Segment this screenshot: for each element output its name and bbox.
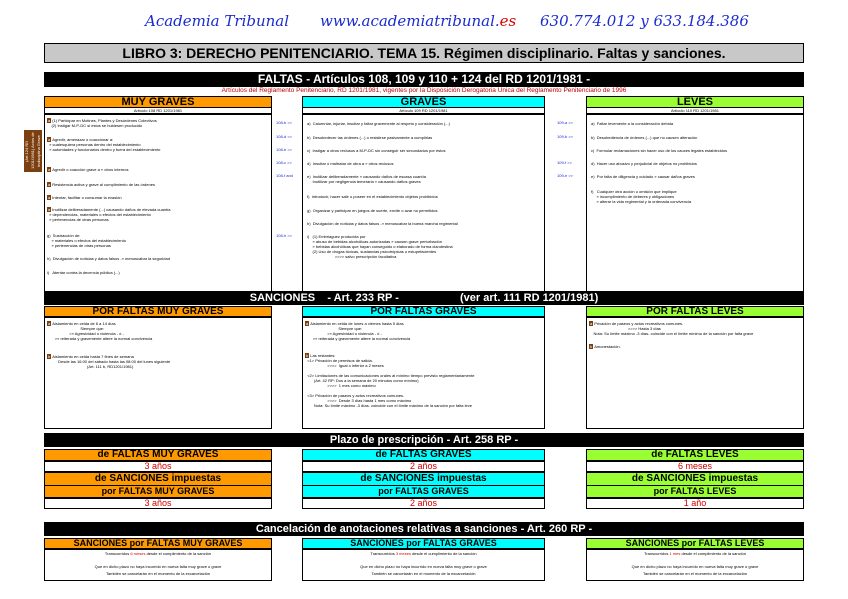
side-label: (Art 124 RD 1201/1981) Actos de Indisciplina Grave bbox=[24, 130, 42, 172]
muy-graves-article: Artículo 108 RD 1201/1981 bbox=[44, 108, 272, 114]
sanc-leves-box bbox=[586, 317, 804, 429]
cancel-prefix: Transcurridos bbox=[644, 551, 670, 556]
faltas-subtitle: Artículos del Reglamento Penitenciario, RD 1201/1981, vigentes por la Disposición Derogatoria Única del Reglamento Penitenciario de 1996 bbox=[221, 87, 627, 94]
mg-item-text: i) Atentar contra la decencia pública (...) bbox=[47, 270, 120, 275]
page-title: LIBRO 3: DERECHO PENITENCIARIO. TEMA 15. Régimen disciplinario. Faltas y sanciones. bbox=[44, 43, 804, 63]
sancion-item bbox=[47, 354, 170, 369]
graves-item: c) Instigar a otros reclusos a M-P-DC sin conseguir ser secundados por éstos bbox=[307, 148, 446, 153]
leves-header: LEVES bbox=[586, 96, 804, 108]
leves-ref: 109-b >> bbox=[557, 134, 574, 139]
leves-item: e) Por falta de diligencia y cuidado » causar daños graves bbox=[591, 174, 695, 179]
leves-ref: 109-a >> bbox=[557, 120, 574, 125]
cancel-header: SANCIONES por FALTAS LEVES bbox=[586, 538, 804, 549]
graves-item: e) Inutilizar deliberadamente » causando daños de escasa cuantía Inutilizar por negligencia temeraria » causando daños graves bbox=[307, 174, 426, 184]
cancel-duration: 6 meses bbox=[130, 551, 146, 556]
leves-article: Artículo 110 RD 1201/1981 bbox=[586, 108, 804, 114]
mg-item bbox=[47, 167, 129, 172]
sanc-graves-header: POR FALTAS GRAVES bbox=[302, 306, 545, 317]
plazo-falta-header: de FALTAS GRAVES bbox=[302, 449, 545, 461]
mg-badge: a bbox=[48, 167, 51, 172]
mg-item-text: Agredir o coacción grave a » otros internos bbox=[52, 167, 129, 172]
cancel-box bbox=[302, 549, 545, 581]
mg-item bbox=[47, 182, 155, 187]
plazo-sancion-value: 2 años bbox=[302, 498, 545, 509]
mg-item bbox=[47, 137, 160, 152]
graves-ref: 108-b >> bbox=[276, 147, 293, 152]
cancel-suffix: desde el cumplimiento de la sanción bbox=[410, 551, 477, 556]
graves-article: Artículo 109 RD 1201/1981 bbox=[302, 108, 545, 114]
cancel-duration: 3 meses bbox=[395, 551, 411, 556]
plazo-sancion-value: 1 año bbox=[586, 498, 804, 509]
cancel-line3: También se cancelarán en el momento de la excarcelación bbox=[371, 571, 476, 576]
sancion-badge: a bbox=[590, 321, 593, 326]
mg-item-text: Agredir, amenazar o coaccionar a: » cualesquiera personas dentro del establecimiento » autoridades y funcionarios dentro y fuera del establecimiento bbox=[49, 137, 161, 152]
mg-item-text: (1) Participar en Motines, Plantes y Desórdenes Colectivos (2) Instigar M-P-DC si estos se hubiesen producido bbox=[51, 118, 157, 128]
cancel-line3: También se cancelarán en el momento de la excarcelación bbox=[105, 571, 211, 576]
leves-item: a) Faltar levemente a la consideración debida bbox=[591, 121, 674, 126]
plazo-sancion-sub: por FALTAS GRAVES bbox=[302, 486, 545, 498]
graves-ref: 108-c >> bbox=[276, 160, 292, 165]
mg-badge: a bbox=[48, 118, 51, 123]
mg-item bbox=[47, 118, 157, 128]
sanciones-bar: SANCIONES - Art. 233 RP - (ver art. 111 RD 1201/1981) bbox=[44, 291, 804, 305]
sanc-graves-box bbox=[302, 317, 545, 429]
mg-item-text: g) Sustracción de: » materiales o efectos del establecimiento » pertenencias de otras personas bbox=[47, 233, 126, 248]
phone-numbers: 630.774.012 y 633.184.386 bbox=[540, 12, 749, 30]
graves-item: h) Divulgación de noticias y datos falsos -» menoscabar la buena marcha regimental bbox=[307, 221, 458, 226]
sancion-badge: b bbox=[590, 344, 593, 349]
mg-badge: a bbox=[48, 182, 51, 187]
cancel-bar: Cancelación de anotaciones relativas a sanciones - Art. 260 RP - bbox=[44, 522, 804, 536]
graves-ref: 108-b >> bbox=[276, 120, 293, 125]
sancion-badge: b bbox=[48, 354, 51, 359]
muy-graves-list bbox=[44, 114, 272, 298]
mg-badge: a bbox=[48, 195, 51, 200]
mg-item-text: Resistencia activa y grave al cumplimiento de las órdenes bbox=[52, 182, 155, 187]
leves-item: d) Hacer uso abusivo y perjudicial de objetos no prohibidos bbox=[591, 161, 697, 166]
mg-item bbox=[47, 233, 126, 248]
mg-item-text: Inutilizar deliberadamente (...) causando daños de elevada cuantía » dependencias, materiales o efectos del establecimiento » pertenencias de otras personas bbox=[49, 207, 171, 222]
plazo-sancion-value: 3 años bbox=[44, 498, 272, 509]
mg-item bbox=[47, 270, 120, 275]
sancion-item bbox=[589, 344, 621, 349]
graves-ref: 108-d >> bbox=[276, 134, 293, 139]
mg-item bbox=[47, 207, 171, 222]
sancion-badge: b bbox=[306, 353, 309, 358]
sancion-badge: a bbox=[306, 321, 309, 326]
sancion-item bbox=[305, 321, 410, 341]
plazo-falta-value: 3 años bbox=[44, 461, 272, 472]
leves-ref: 109-e >> bbox=[557, 173, 574, 178]
sancion-item bbox=[589, 321, 753, 336]
plazo-sancion-sub: por FALTAS LEVES bbox=[586, 486, 804, 498]
sanc-muy-graves-box bbox=[44, 317, 272, 429]
graves-ref: 108-h >> bbox=[276, 233, 293, 238]
plazo-falta-header: de FALTAS MUY GRAVES bbox=[44, 449, 272, 461]
cancel-box bbox=[586, 549, 804, 581]
cancel-line3: También se cancelarán en el momento de la excarcelación bbox=[642, 571, 748, 576]
graves-item: d) Insultar o maltratar de obra a » otros reclusos bbox=[307, 161, 394, 166]
academy-name: Academia Tribunal bbox=[145, 12, 290, 30]
muy-graves-header: MUY GRAVES bbox=[44, 96, 272, 108]
graves-item: b) Desobedecer las órdenes (...) o resistirse pasivamente a cumplirlas bbox=[307, 135, 433, 140]
graves-list bbox=[302, 114, 545, 298]
cancel-line2: Que en dicho plazo no haya incurrido en nueva falta muy grave o grave bbox=[631, 564, 759, 569]
sancion-text: Las restantes: <1> Privación de permisos de salida. >>>> Igual o inferior a 2 meses <2> Limitaciones de las comunicaciones orales al mínimo tiempo previsto reglamentariamente (Art. 42 RP: Dos a la semana de 20 minutos como mínimo) >>>> 1 mes como máximo <3> Privación de paseos y actos recreativos comunes. >>>> Desde 3 días hasta 1 mes como máximo Nota: Su límite máximo -3 días- coincide con el límite máximo de la sanción por falta leve bbox=[307, 353, 475, 408]
plazo-sancion-header: de SANCIONES impuestas bbox=[44, 472, 272, 486]
leves-ref: 109-f >> bbox=[557, 160, 572, 165]
cancel-header: SANCIONES por FALTAS GRAVES bbox=[302, 538, 545, 549]
sancion-text: Aislamiento en celda hasta 7 fines de semana Desde las 16:00 del sábado hasta las 08:00 del lunes siguiente (Art. 111 b, RD1201/1981) bbox=[52, 354, 171, 369]
plazo-falta-value: 2 años bbox=[302, 461, 545, 472]
website-link[interactable] bbox=[320, 12, 516, 30]
cancel-line2: Que en dicho plazo no haya incurrido en nueva falta muy grave o grave bbox=[94, 564, 222, 569]
sancion-text: Aislamiento en celda de lunes a viernes hasta 5 días Siempre que: >» Agresividad o violencia - ó - >» reiterada y gravemente altere la normal convivencia bbox=[310, 321, 411, 341]
cancel-prefix: Transcurridos bbox=[370, 551, 396, 556]
faltas-bar: FALTAS - Artículos 108, 109 y 110 + 124 del RD 1201/1981 - bbox=[44, 72, 804, 87]
sanc-leves-header: POR FALTAS LEVES bbox=[586, 306, 804, 317]
leves-item: b) Desobediencia de órdenes (...) que no causen alteración bbox=[591, 135, 698, 140]
sancion-item bbox=[305, 353, 474, 408]
mg-item-text: h) Divulgación de noticias y datos falsos -» menoscabar la seguridad bbox=[47, 256, 170, 261]
plazo-falta-value: 6 meses bbox=[586, 461, 804, 472]
cancel-line2: Que en dicho plazo no haya incurrido en nueva falta muy grave o grave bbox=[360, 564, 487, 569]
cancel-suffix: desde el cumplimiento de la sanción bbox=[680, 551, 746, 556]
cancel-line1 bbox=[587, 551, 803, 557]
cancel-duration: 1 mes bbox=[669, 551, 681, 556]
plazo-falta-header: de FALTAS LEVES bbox=[586, 449, 804, 461]
mg-badge: a bbox=[48, 207, 51, 212]
sanc-muy-graves-header: POR FALTAS MUY GRAVES bbox=[44, 306, 272, 317]
cancel-prefix: Transcurridos bbox=[104, 551, 131, 556]
leves-item: f) Cualquier otra acción u omisión que implique » incumplimiento de deberes y obligaciones » alterar la vida regimental y la ordenada convivencia bbox=[591, 189, 692, 204]
cancel-header: SANCIONES por FALTAS MUY GRAVES bbox=[44, 538, 272, 549]
mg-badge: a bbox=[48, 137, 51, 142]
website-tld: es bbox=[499, 12, 517, 30]
cancel-box bbox=[44, 549, 272, 581]
mg-item bbox=[47, 195, 122, 200]
cancel-line1 bbox=[45, 551, 271, 557]
sancion-item bbox=[47, 321, 152, 341]
mg-item bbox=[47, 256, 170, 261]
plazo-sancion-header: de SANCIONES impuestas bbox=[302, 472, 545, 486]
leves-item: c) Formular reclamaciones sin hacer uso de los cauces legales establecidos bbox=[591, 148, 728, 153]
mg-item-text: Intentar, facilitar o consumar la evasión bbox=[52, 195, 122, 200]
cancel-line1 bbox=[303, 551, 544, 557]
plazo-bar: Plazo de prescripción - Art. 258 RP - bbox=[44, 433, 804, 447]
graves-item: a) Calumniar, injuriar, insultar y faltar gravemente al respeto y consideración (...) bbox=[307, 121, 450, 126]
sancion-text: Aislamiento en celda de 6 a 14 días Siempre que: >» Agresividad o violencia - ó - >» reiterada y gravemente altere la normal convivencia bbox=[52, 321, 153, 341]
graves-item: g) Organizar y participar en juegos de suerte, envite o azar no permitidos bbox=[307, 208, 438, 213]
sancion-badge: a bbox=[48, 321, 51, 326]
graves-header: GRAVES bbox=[302, 96, 545, 108]
page-header bbox=[0, 0, 848, 40]
sancion-text: Amonestación. bbox=[594, 344, 621, 349]
website-domain: www.academiatribunal. bbox=[320, 12, 500, 30]
plazo-sancion-sub: por FALTAS MUY GRAVES bbox=[44, 486, 272, 498]
leves-list bbox=[586, 114, 804, 298]
cancel-suffix: desde el cumplimiento de la sanción bbox=[145, 551, 212, 556]
plazo-sancion-header: de SANCIONES impuestas bbox=[586, 472, 804, 486]
graves-item: f) Introducir, hacer salir o poseer en el establecimiento objetos prohibidos bbox=[307, 194, 438, 199]
graves-ref: 108-f and bbox=[276, 173, 293, 178]
sancion-text: Privación de paseos y actos recreativos comunes. >>>> Hasta 3 días Nota: Su límite máximo -3 días- coincide con el límite mínimo de la sanción por falta grave bbox=[593, 321, 754, 336]
graves-item: i) (1) Embriaguez producida por » abuso de bebidas alcohólicas autorizadas » causen grave perturbación » bebidas alcohólicas que hayan conseguido o elaborado de forma clandestina (2) Uso de drogas tóxicas, sustancias psicotrópicas o estupefacientes >>>> salvo prescripción facultativa bbox=[307, 234, 453, 259]
